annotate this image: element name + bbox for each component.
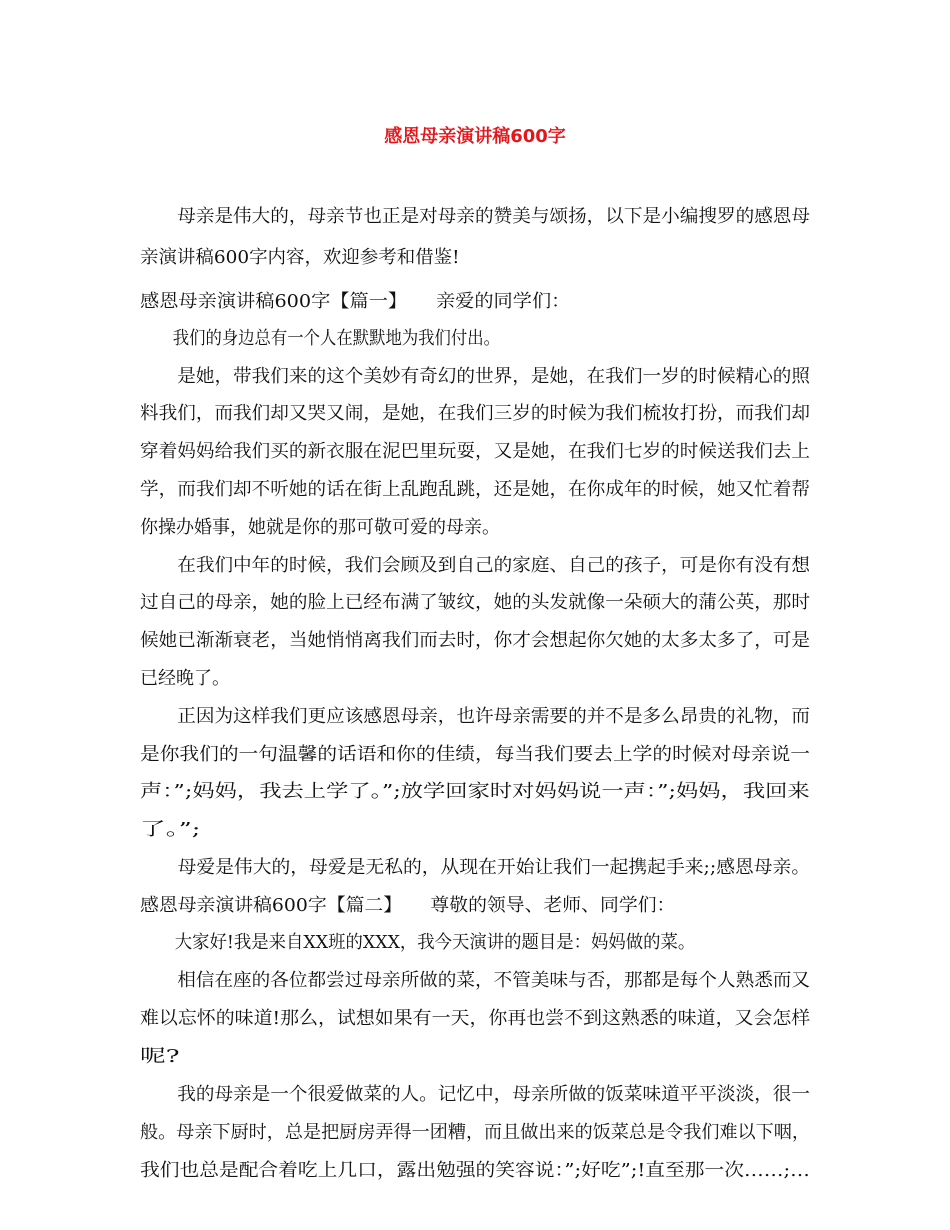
text-line: 正因为这样我们更应该感恩母亲，也许母亲需要的并不是多么昂贵的礼物，而 (140, 706, 811, 727)
text-line: 声：”;妈妈，我去上学了。”;放学回家时对妈妈说一声：”;妈妈，我回来 (140, 781, 810, 802)
document-title: 感恩母亲演讲稿600字 (384, 126, 566, 147)
text-line: 了。”; (140, 819, 201, 840)
text-line: 我的母亲是一个很爱做菜的人。记忆中，母亲所做的饭菜味道平平淡淡，很一 (140, 1084, 811, 1105)
text-line: 亲演讲稿600字内容，欢迎参考和借鉴! (140, 247, 460, 268)
text-line: 母爱是伟大的，母爱是无私的，从现在开始让我们一起携起手来;;感恩母亲。 (140, 857, 811, 878)
text-line: 你操办婚事，她就是你的那可敬可爱的母亲。 (140, 517, 500, 538)
text-line: 料我们，而我们却又哭又闹，是她，在我们三岁的时候为我们梳妆打扮，而我们却 (140, 403, 811, 424)
text-line: 在我们中年的时候，我们会顾及到自己的家庭、自己的孩子，可是你有没有想 (140, 555, 811, 576)
text-line: 是她，带我们来的这个美妙有奇幻的世界，是她，在我们一岁的时候精心的照 (140, 366, 811, 387)
text-line: 已经晚了。 (140, 668, 230, 689)
text-line: 难以忘怀的味道!那么，试想如果有一天，你再也尝不到这熟悉的味道，又会怎样 (140, 1008, 811, 1029)
text-line: 感恩母亲演讲稿600字【篇一】 亲爱的同学们： (140, 291, 571, 312)
text-line: 般。母亲下厨时，总是把厨房弄得一团糟，而且做出来的饭菜总是令我们难以下咽， (140, 1122, 810, 1143)
text-line: 是你我们的一句温馨的话语和你的佳绩，每当我们要去上学的时候对母亲说一 (140, 744, 811, 765)
text-line: 大家好!我是来自XX班的XXX，我今天演讲的题目是：妈妈做的菜。 (140, 932, 696, 953)
text-line: 相信在座的各位都尝过母亲所做的菜，不管美味与否，那都是每个人熟悉而又 (140, 970, 811, 991)
text-line: 母亲是伟大的，母亲节也正是对母亲的赞美与颂扬，以下是小编搜罗的感恩母 (140, 206, 811, 227)
text-line: 学，而我们却不听她的话在街上乱跑乱跳，还是她，在你成年的时候，她又忙着帮 (140, 479, 811, 500)
text-line: 我们的身边总有一个人在默默地为我们付出。 (140, 328, 501, 349)
text-line: 候她已渐渐衰老，当她悄悄离我们而去时，你才会想起你欠她的太多太多了，可是 (140, 630, 811, 651)
text-line: 感恩母亲演讲稿600字【篇二】 尊敬的领导、老师、同学们： (140, 895, 676, 916)
text-line: 呢? (140, 1046, 180, 1067)
text-line: 我们也总是配合着吃上几口，露出勉强的笑容说：”;好吃”;!直至那一次……;… (140, 1160, 810, 1181)
text-line: 穿着妈妈给我们买的新衣服在泥巴里玩耍，又是她，在我们七岁的时候送我们去上 (140, 441, 811, 462)
text-line: 过自己的母亲，她的脸上已经布满了皱纹，她的头发就像一朵硕大的蒲公英，那时 (140, 592, 811, 613)
